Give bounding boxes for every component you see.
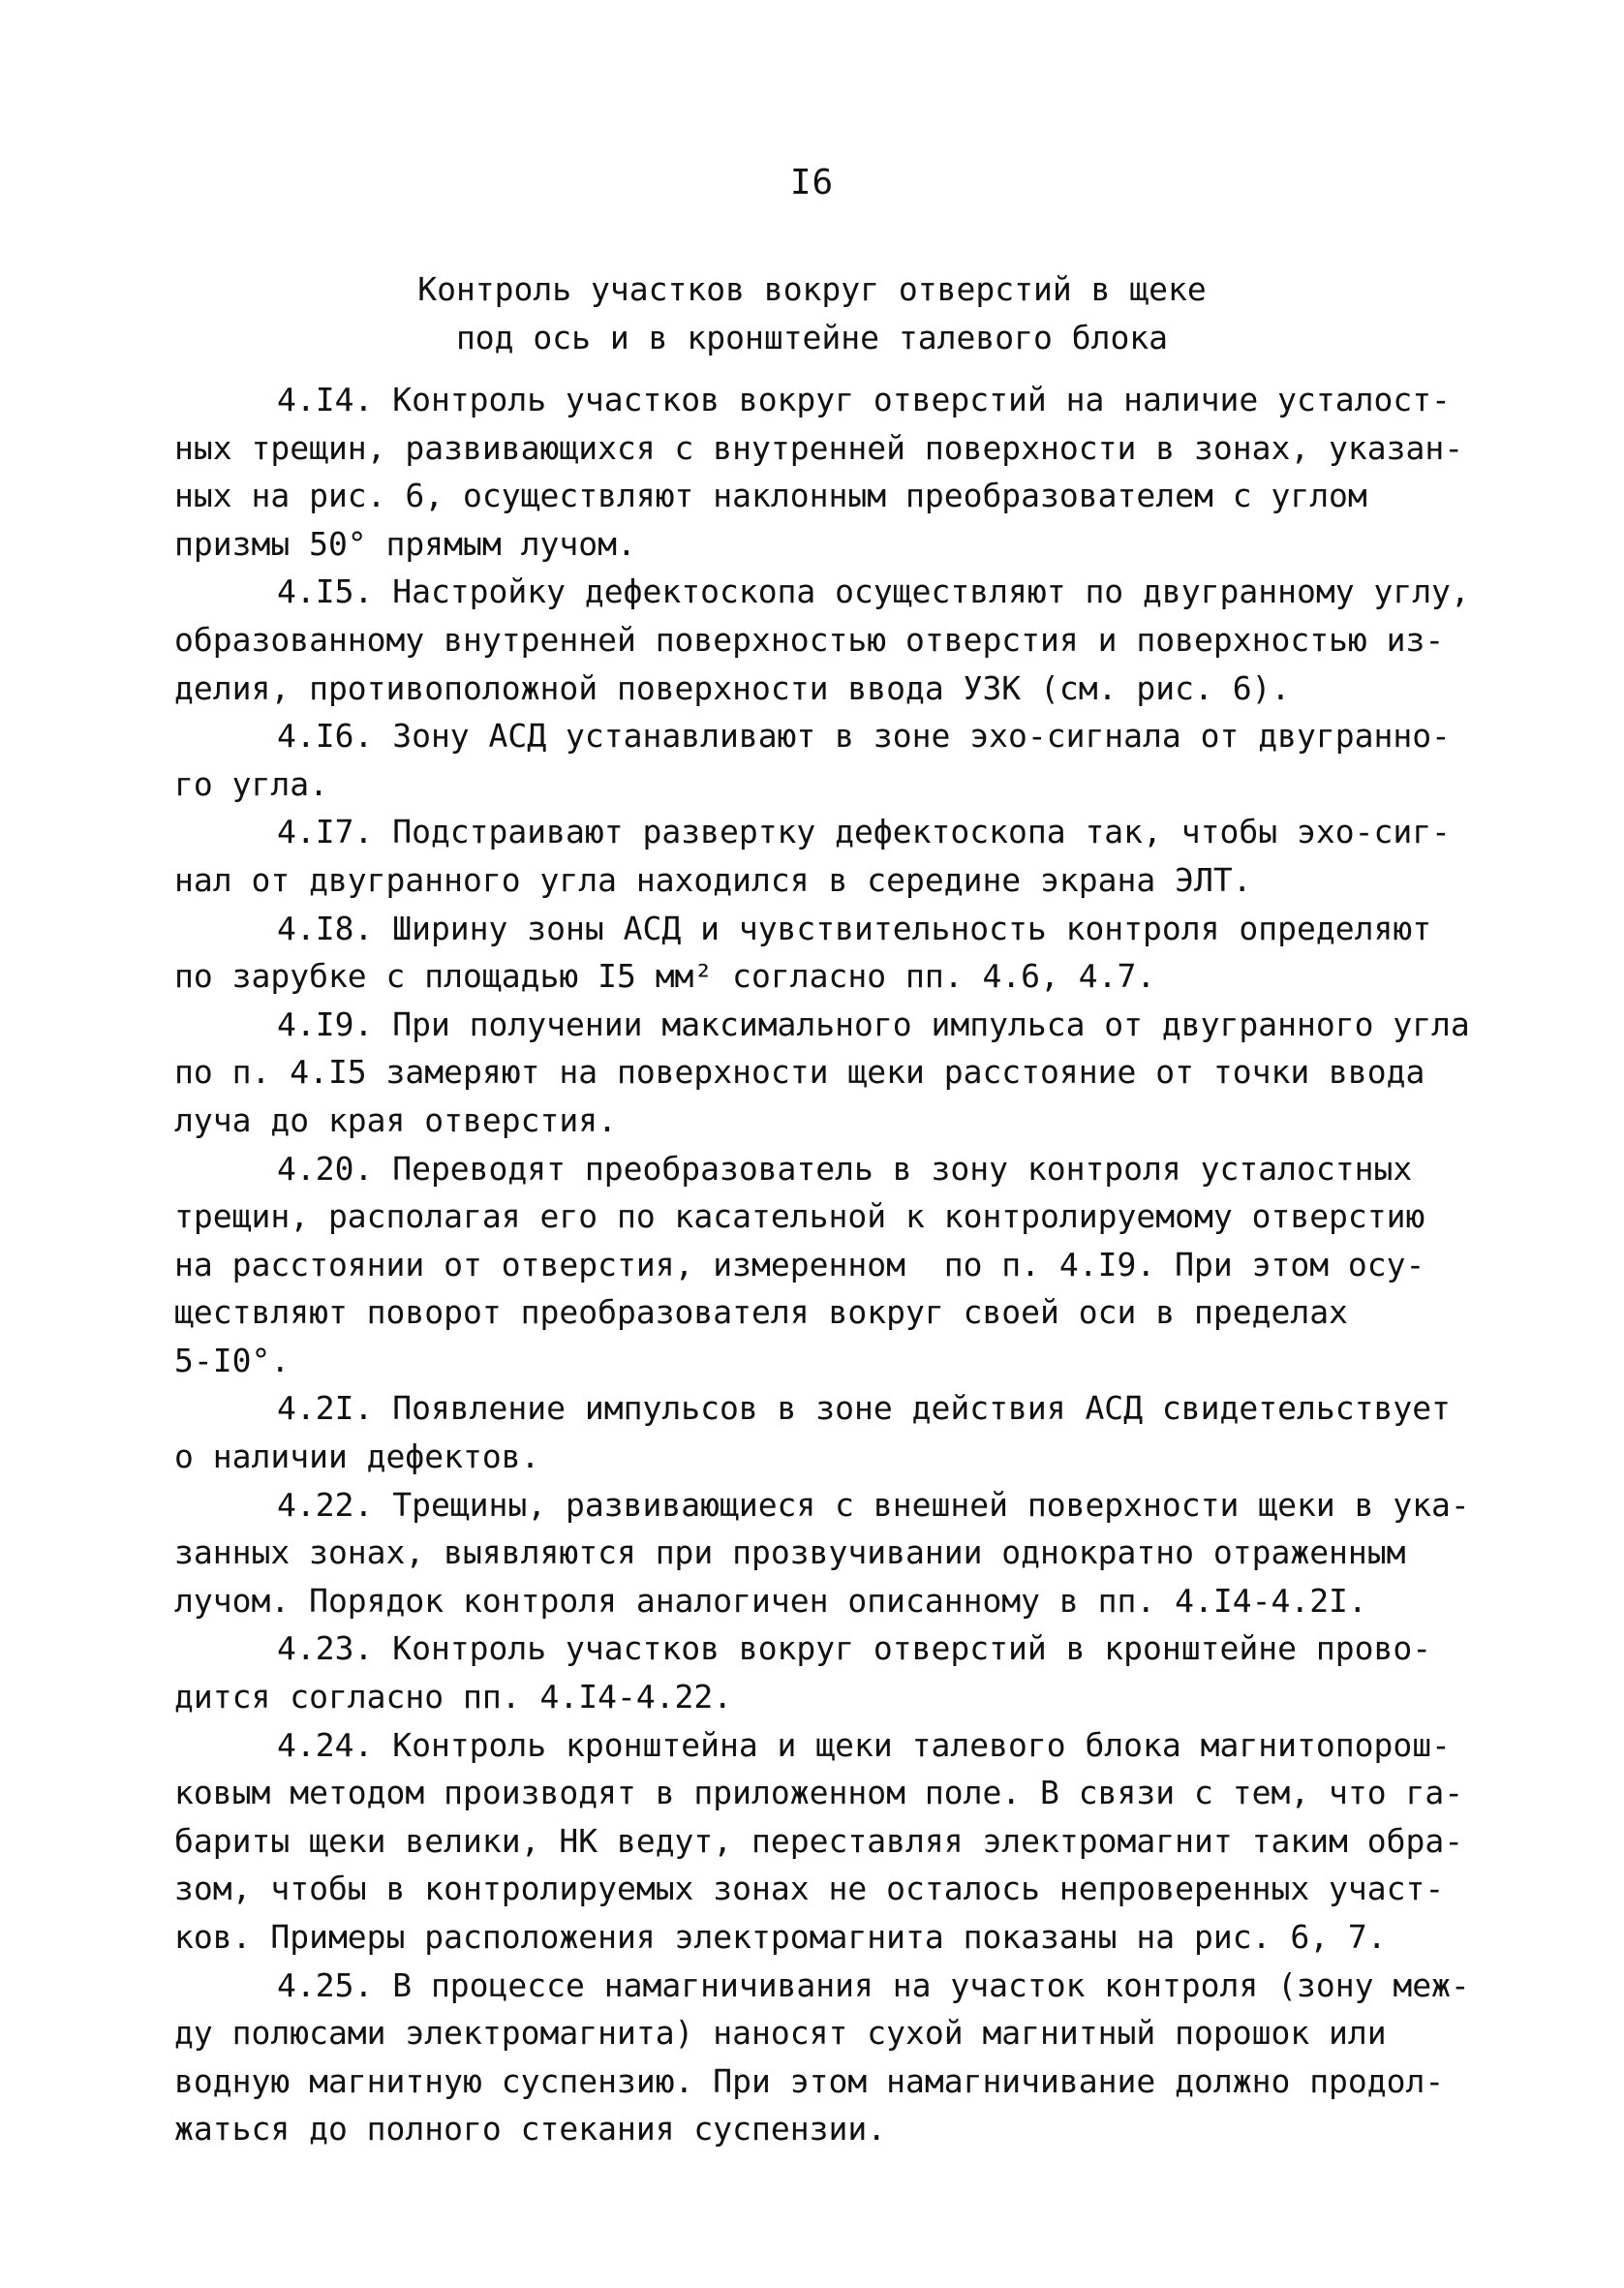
paragraph-line: на расстоянии от отверстия, измеренном по п. 4.I9. При этом осу- [174, 1245, 1425, 1283]
paragraph-line: призмы 50° прямым лучом. [174, 524, 636, 563]
paragraph-line: по зарубке с площадью I5 мм² согласно пп. 4.6, 4.7. [174, 957, 1156, 996]
paragraph-line: делия, противоположной поверхности ввода УЗК (см. рис. 6). [174, 668, 1291, 707]
paragraph [174, 905, 1472, 1001]
paragraph-line: занных зонах, выявляются при прозвучивании однократно отраженным [174, 1533, 1406, 1572]
section-title-line-2: под ось и в кронштейне талевого блока [455, 319, 1169, 356]
paragraph-line: 4.20. Переводят преобразователь в зону контроля усталостных [277, 1149, 1413, 1188]
paragraph-line: 4.I4. Контроль участков вокруг отверстий на наличие усталост- [277, 381, 1451, 418]
paragraph-line: трещин, располагая его по касательной к контролируемому отверстию [174, 1197, 1425, 1236]
paragraph-line: ду полюсами электромагнита) наносят сухой магнитный порошок или [174, 2014, 1387, 2053]
paragraph-line: 4.2I. Появление импульсов в зоне действия АСД свидетельствует [277, 1389, 1451, 1428]
paragraph-line: 5-I0°. [174, 1341, 291, 1379]
paragraph [174, 1624, 1472, 1720]
paragraph [174, 1481, 1472, 1625]
paragraph-line: дится согласно пп. 4.I4-4.22. [174, 1678, 733, 1716]
paragraph-line: по п. 4.I5 замеряют на поверхности щеки расстояние от точки ввода [174, 1053, 1425, 1092]
section-title [0, 265, 1624, 362]
paragraph-line: 4.I7. Подстраивают развертку дефектоскопа так, чтобы эхо-сиг- [277, 813, 1451, 851]
paragraph-line: бариты щеки велики, НК ведут, переставляя электромагнит таким обра- [174, 1821, 1464, 1860]
paragraph-line: нал от двугранного угла находился в середине экрана ЭЛТ. [174, 860, 1252, 899]
paragraph [174, 376, 1472, 568]
paragraph-line: ных на рис. 6, осуществляют наклонным преобразователем с углом [174, 477, 1367, 515]
paragraph [174, 1145, 1472, 1385]
section-title-line-1: Контроль участков вокруг отверстий в щеке [417, 270, 1207, 308]
paragraph-line: образованному внутренней поверхностью отверстия и поверхностью из- [174, 620, 1445, 659]
paragraph [174, 808, 1472, 904]
paragraph-line: водную магнитную суспензию. При этом намагничивание должно продол- [174, 2061, 1445, 2100]
paragraph-line: 4.24. Контроль кронштейна и щеки талевого блока магнитопорош- [277, 1725, 1451, 1764]
paragraph [174, 568, 1472, 712]
paragraph-line: 4.25. В процессе намагничивания на участок контроля (зону меж- [277, 1965, 1470, 2004]
paragraph-line: ных трещин, развивающихся с внутренней поверхности в зонах, указан- [174, 428, 1464, 467]
paragraph-line: 4.I8. Ширину зоны АСД и чувствительность контроля определяют [277, 909, 1432, 947]
paragraph-line: лучом. Порядок контроля аналогичен описанному в пп. 4.I4-4.2I. [174, 1581, 1367, 1620]
paragraph-line: 4.22. Трещины, развивающиеся с внешней поверхности щеки в ука- [277, 1485, 1470, 1524]
paragraph [174, 1001, 1472, 1145]
paragraph-line: ков. Примеры расположения электромагнита показаны на рис. 6, 7. [174, 1918, 1387, 1956]
paragraph [174, 1384, 1472, 1480]
paragraph-line: луча до края отверстия. [174, 1100, 617, 1139]
paragraph [174, 1721, 1472, 1962]
paragraph [174, 1962, 1472, 2153]
paragraph-line: о наличии дефектов. [174, 1438, 540, 1476]
paragraph-line: 4.I6. Зону АСД устанавливают в зоне эхо-сигнала от двугранно- [277, 717, 1451, 756]
paragraph-line: зом, чтобы в контролируемых зонах не осталось непроверенных участ- [174, 1870, 1445, 1908]
paragraph [174, 712, 1472, 808]
paragraph-line: 4.23. Контроль участков вокруг отверстий в кронштейне прово- [277, 1629, 1432, 1668]
paragraph-line: го угла. [174, 764, 328, 803]
document-body [174, 376, 1472, 2153]
paragraph-line: ществляют поворот преобразователя вокруг своей оси в пределах [174, 1293, 1348, 1332]
paragraph-line: ковым методом производят в приложенном поле. В связи с тем, что га- [174, 1774, 1464, 1812]
page-number: I6 [789, 163, 835, 202]
paragraph-line: жаться до полного стекания суспензии. [174, 2110, 887, 2149]
paragraph-line: 4.I9. При получении максимального импульса от двугранного угла [277, 1005, 1470, 1043]
paragraph-line: 4.I5. Настройку дефектоскопа осуществляют по двугранному углу, [277, 572, 1470, 611]
